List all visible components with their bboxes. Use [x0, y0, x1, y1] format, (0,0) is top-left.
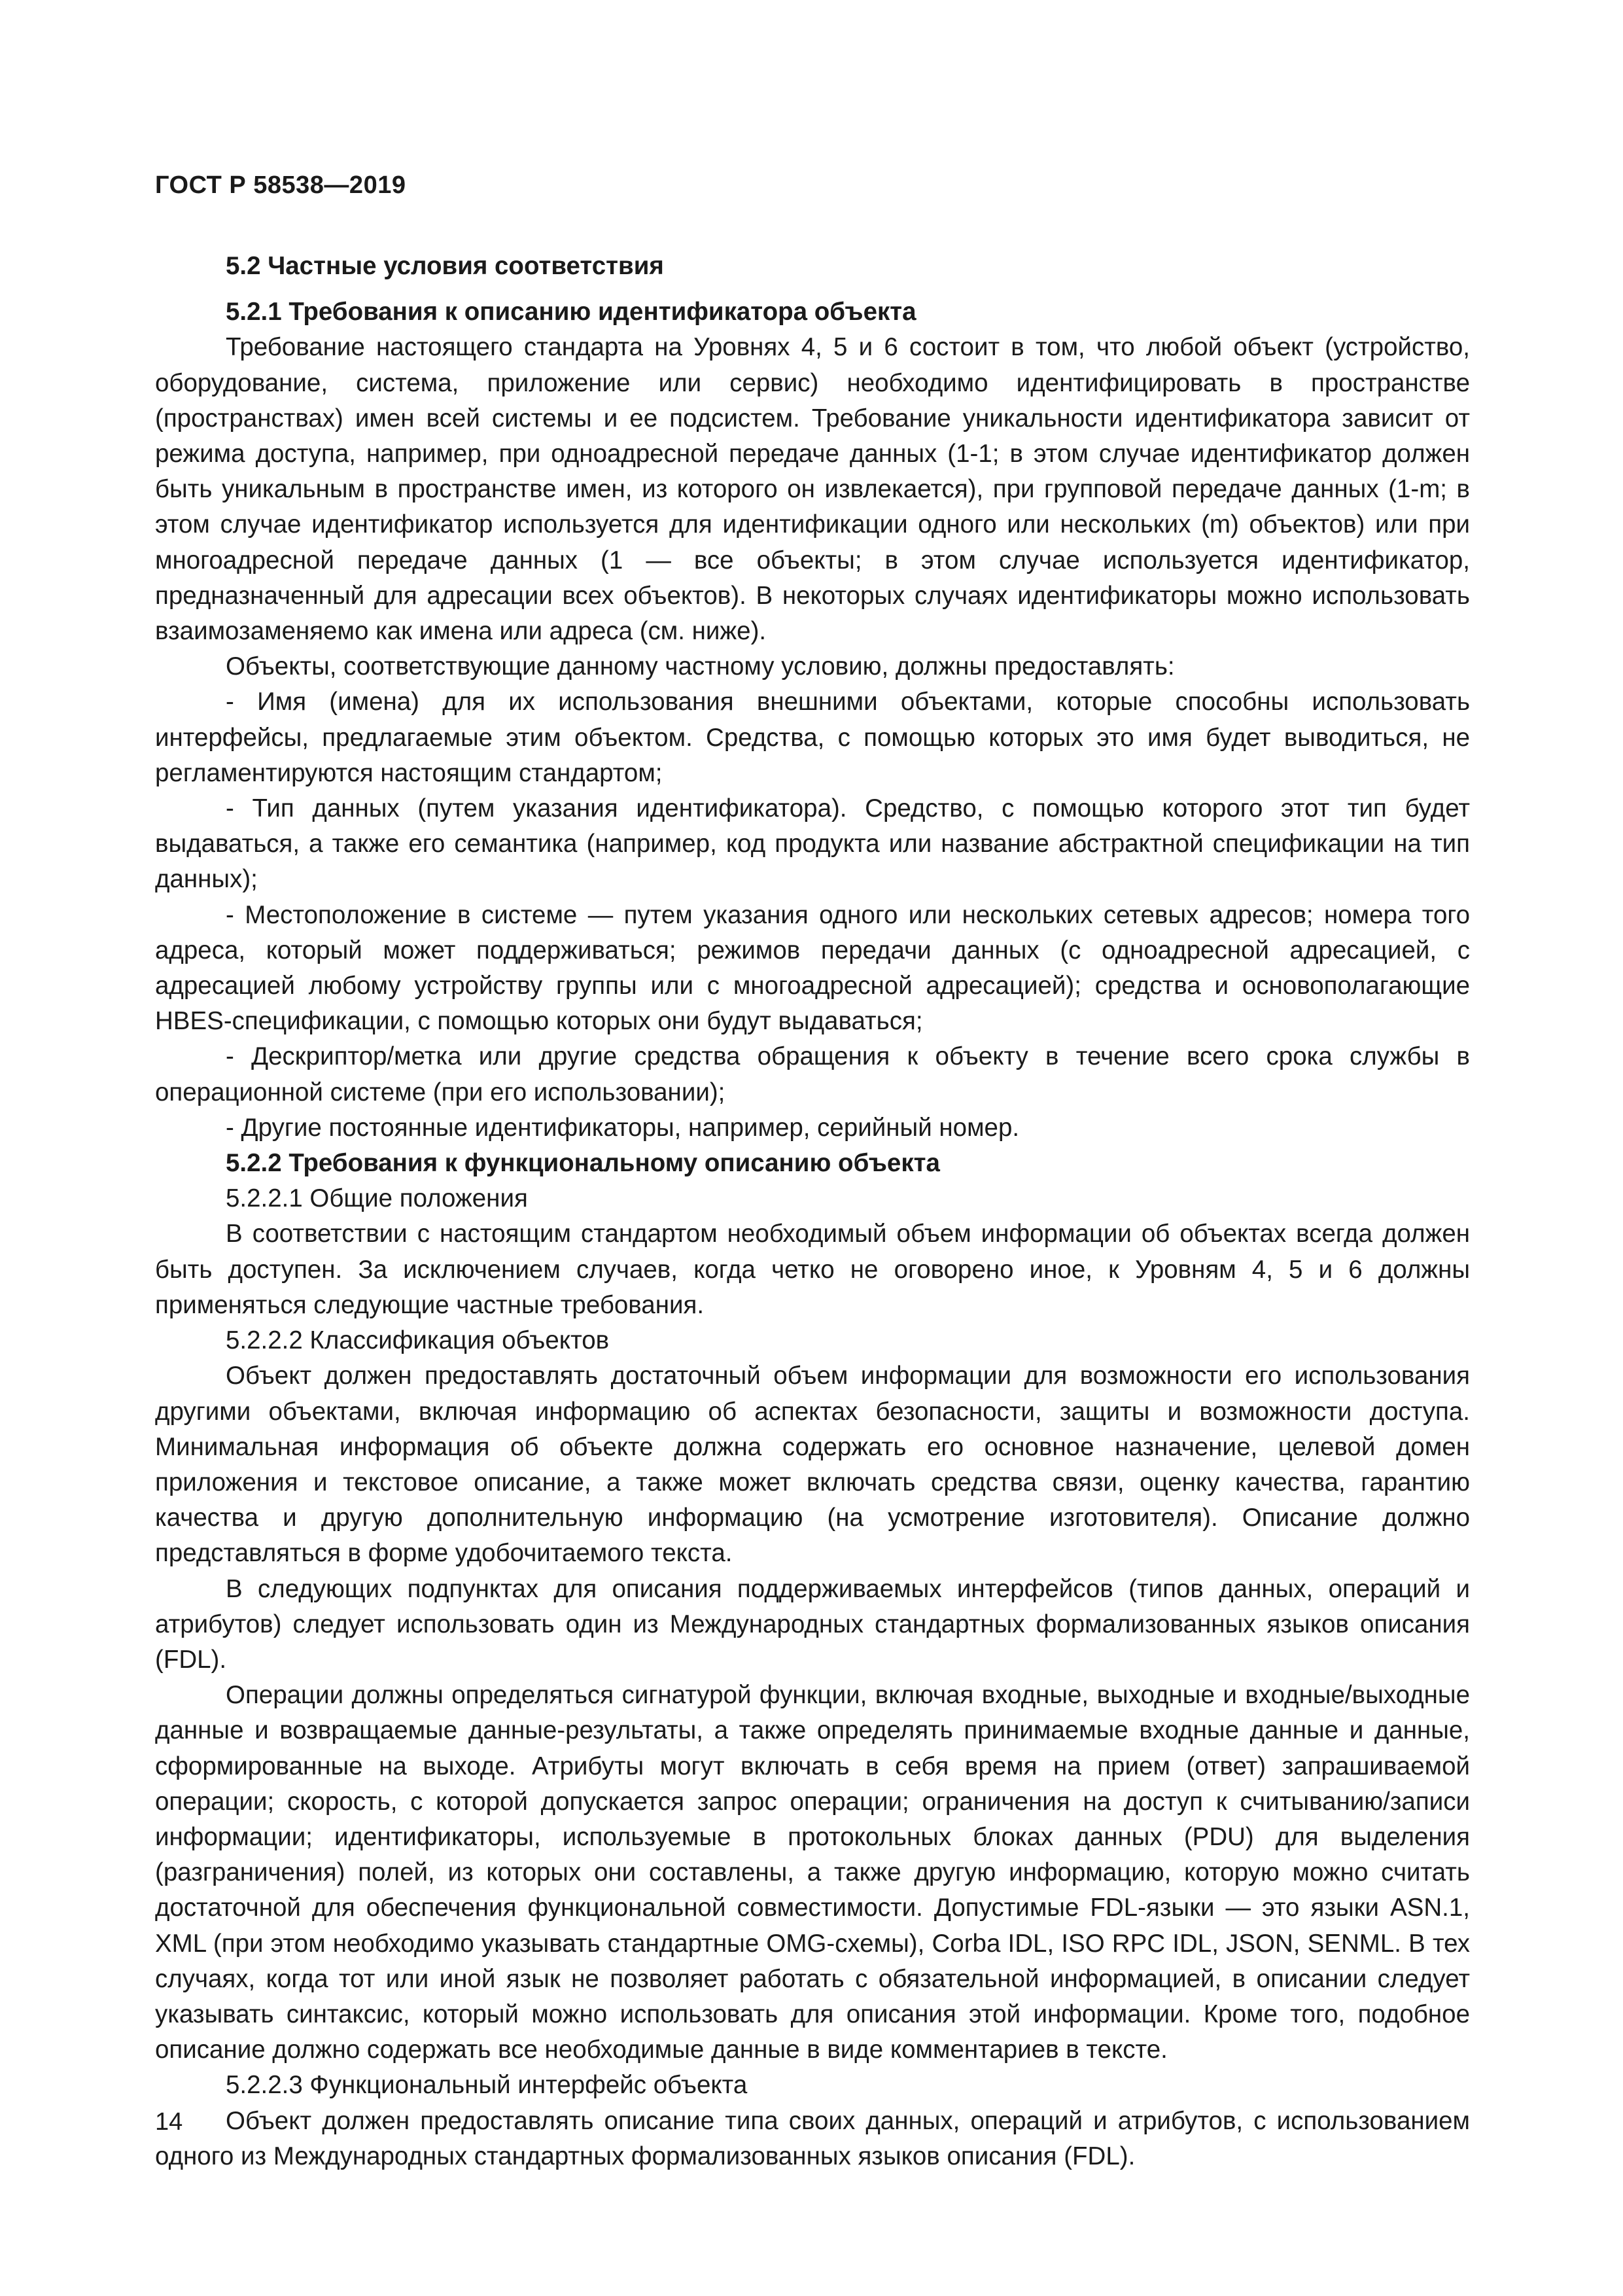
section-5-2-2-2-title: 5.2.2.2 Классификация объектов [226, 1326, 610, 1355]
section-5-2-2-3-title: 5.2.2.3 Функциональный интерфейс объекта [226, 2071, 748, 2100]
paragraph: Операции должны определяться сигнатурой функции, включая входные, выходные и входные/выходные данные и возвращаемые данные-результаты, а также определять принимаемые входные данные и данные, сформированные на выходе. Атрибуты могут включать в себя время на прием (ответ) запрашиваемой операции; скорость, с которой допускается запрос операции; ограничения на доступ к считыванию/записи информации; идентификаторы, используемые в протокольных блоках данных (PDU) для выделения (разграничения) полей, из которых они составлены, а также другую информацию, которую можно считать достаточной для обеспечения функциональной совместимости. Допустимые FDL-языки — это языки ASN.1, XML (при этом необходимо указывать стандартные OMG-схемы), Corba IDL, ISO RPC IDL, JSON, SENML. В тех случаях, когда тот или иной язык не позволяет работать с обязательной информацией, в описании следует указывать синтаксис, который можно использовать для описания этой информации. Кроме того, подобное описание должно содержать все необходимые данные в виде комментариев в тексте. [155, 1681, 1470, 2064]
paragraph: Требование настоящего стандарта на Уровнях 4, 5 и 6 состоит в том, что любой объект (устройство, оборудование, система, приложение или сервис) необходимо идентифицировать в пространстве (пространствах) имен всей системы и ее подсистем. Требование уникальности идентификатора зависит от режима доступа, например, при одноадресной передаче данных (1-1; в этом случае идентификатор должен быть уникальным в пространстве имен, из которого он извлекается), при групповой передаче данных (1-m; в этом случае идентификатор используется для идентификации одного или нескольких (m) объектов) или при многоадресной передаче данных (1 — все объекты; в этом случае используется идентификатор, предназначенный для адресации всех объектов). В некоторых случаях идентификаторы можно использовать взаимозаменяемо как имена или адреса (см. ниже). [155, 333, 1470, 646]
paragraph: В соответствии с настоящим стандартом необходимый объем информации об объектах всегда должен быть доступен. За исключением случаев, когда четко не оговорено иное, к Уровням 4, 5 и 6 должны применяться следующие частные требования. [155, 1220, 1470, 1319]
paragraph: Объекты, соответствующие данному частному условию, должны предоставлять: [226, 652, 1175, 681]
section-5-2-title: 5.2 Частные условия соответствия [226, 252, 664, 280]
list-item: - Местоположение в системе — путем указания одного или нескольких сетевых адресов; номера того адреса, который может поддерживаться; режимов передачи данных (с одноадресной адресацией, с адресацией любому устройству группы или с многоадресной адресацией); средства и основополагающие HBES-спецификации, с помощью которых они будут выдаваться; [155, 900, 1470, 1036]
page-content [155, 249, 1470, 2174]
section-5-2-2-title: 5.2.2 Требования к функциональному описанию объекта [226, 1149, 940, 1178]
standard-id-header: ГОСТ Р 58538—2019 [155, 171, 406, 199]
list-item: - Другие постоянные идентификаторы, например, серийный номер. [226, 1113, 1020, 1142]
list-item: - Тип данных (путем указания идентификатора). Средство, с помощью которого этот тип будет выдаваться, а также его семантика (например, код продукта или название абстрактной спецификации на тип данных); [155, 794, 1470, 894]
paragraph: В следующих подпунктах для описания поддерживаемых интерфейсов (типов данных, операций и атрибутов) следует использовать один из Международных стандартных формализованных языков описания (FDL). [155, 1574, 1470, 1674]
paragraph: Объект должен предоставлять описание типа своих данных, операций и атрибутов, с использованием одного из Международных стандартных формализованных языков описания (FDL). [155, 2106, 1470, 2170]
paragraph: Объект должен предоставлять достаточный объем информации для возможности его использования другими объектами, включая информацию об аспектах безопасности, защиты и возможности доступа. Минимальная информация об объекте должна содержать его основное назначение, целевой домен приложения и текстовое описание, а также может включать средства связи, оценку качества, гарантию качества и другую дополнительную информацию (на усмотрение изготовителя). Описание должно представляться в форме удобочитаемого текста. [155, 1362, 1470, 1568]
section-5-2-2-1-title: 5.2.2.1 Общие положения [226, 1184, 528, 1213]
page-number: 14 [155, 2108, 183, 2136]
list-item: - Имя (имена) для их использования внешними объектами, которые способны использовать интерфейсы, предлагаемые этим объектом. Средства, с помощью которых это имя будет выводиться, не регламентируются настоящим стандартом; [155, 688, 1470, 787]
list-item: - Дескриптор/метка или другие средства обращения к объекту в течение всего срока службы в операционной системе (при его использовании); [155, 1042, 1470, 1106]
section-5-2-1-title: 5.2.1 Требования к описанию идентификатора объекта [226, 298, 916, 327]
